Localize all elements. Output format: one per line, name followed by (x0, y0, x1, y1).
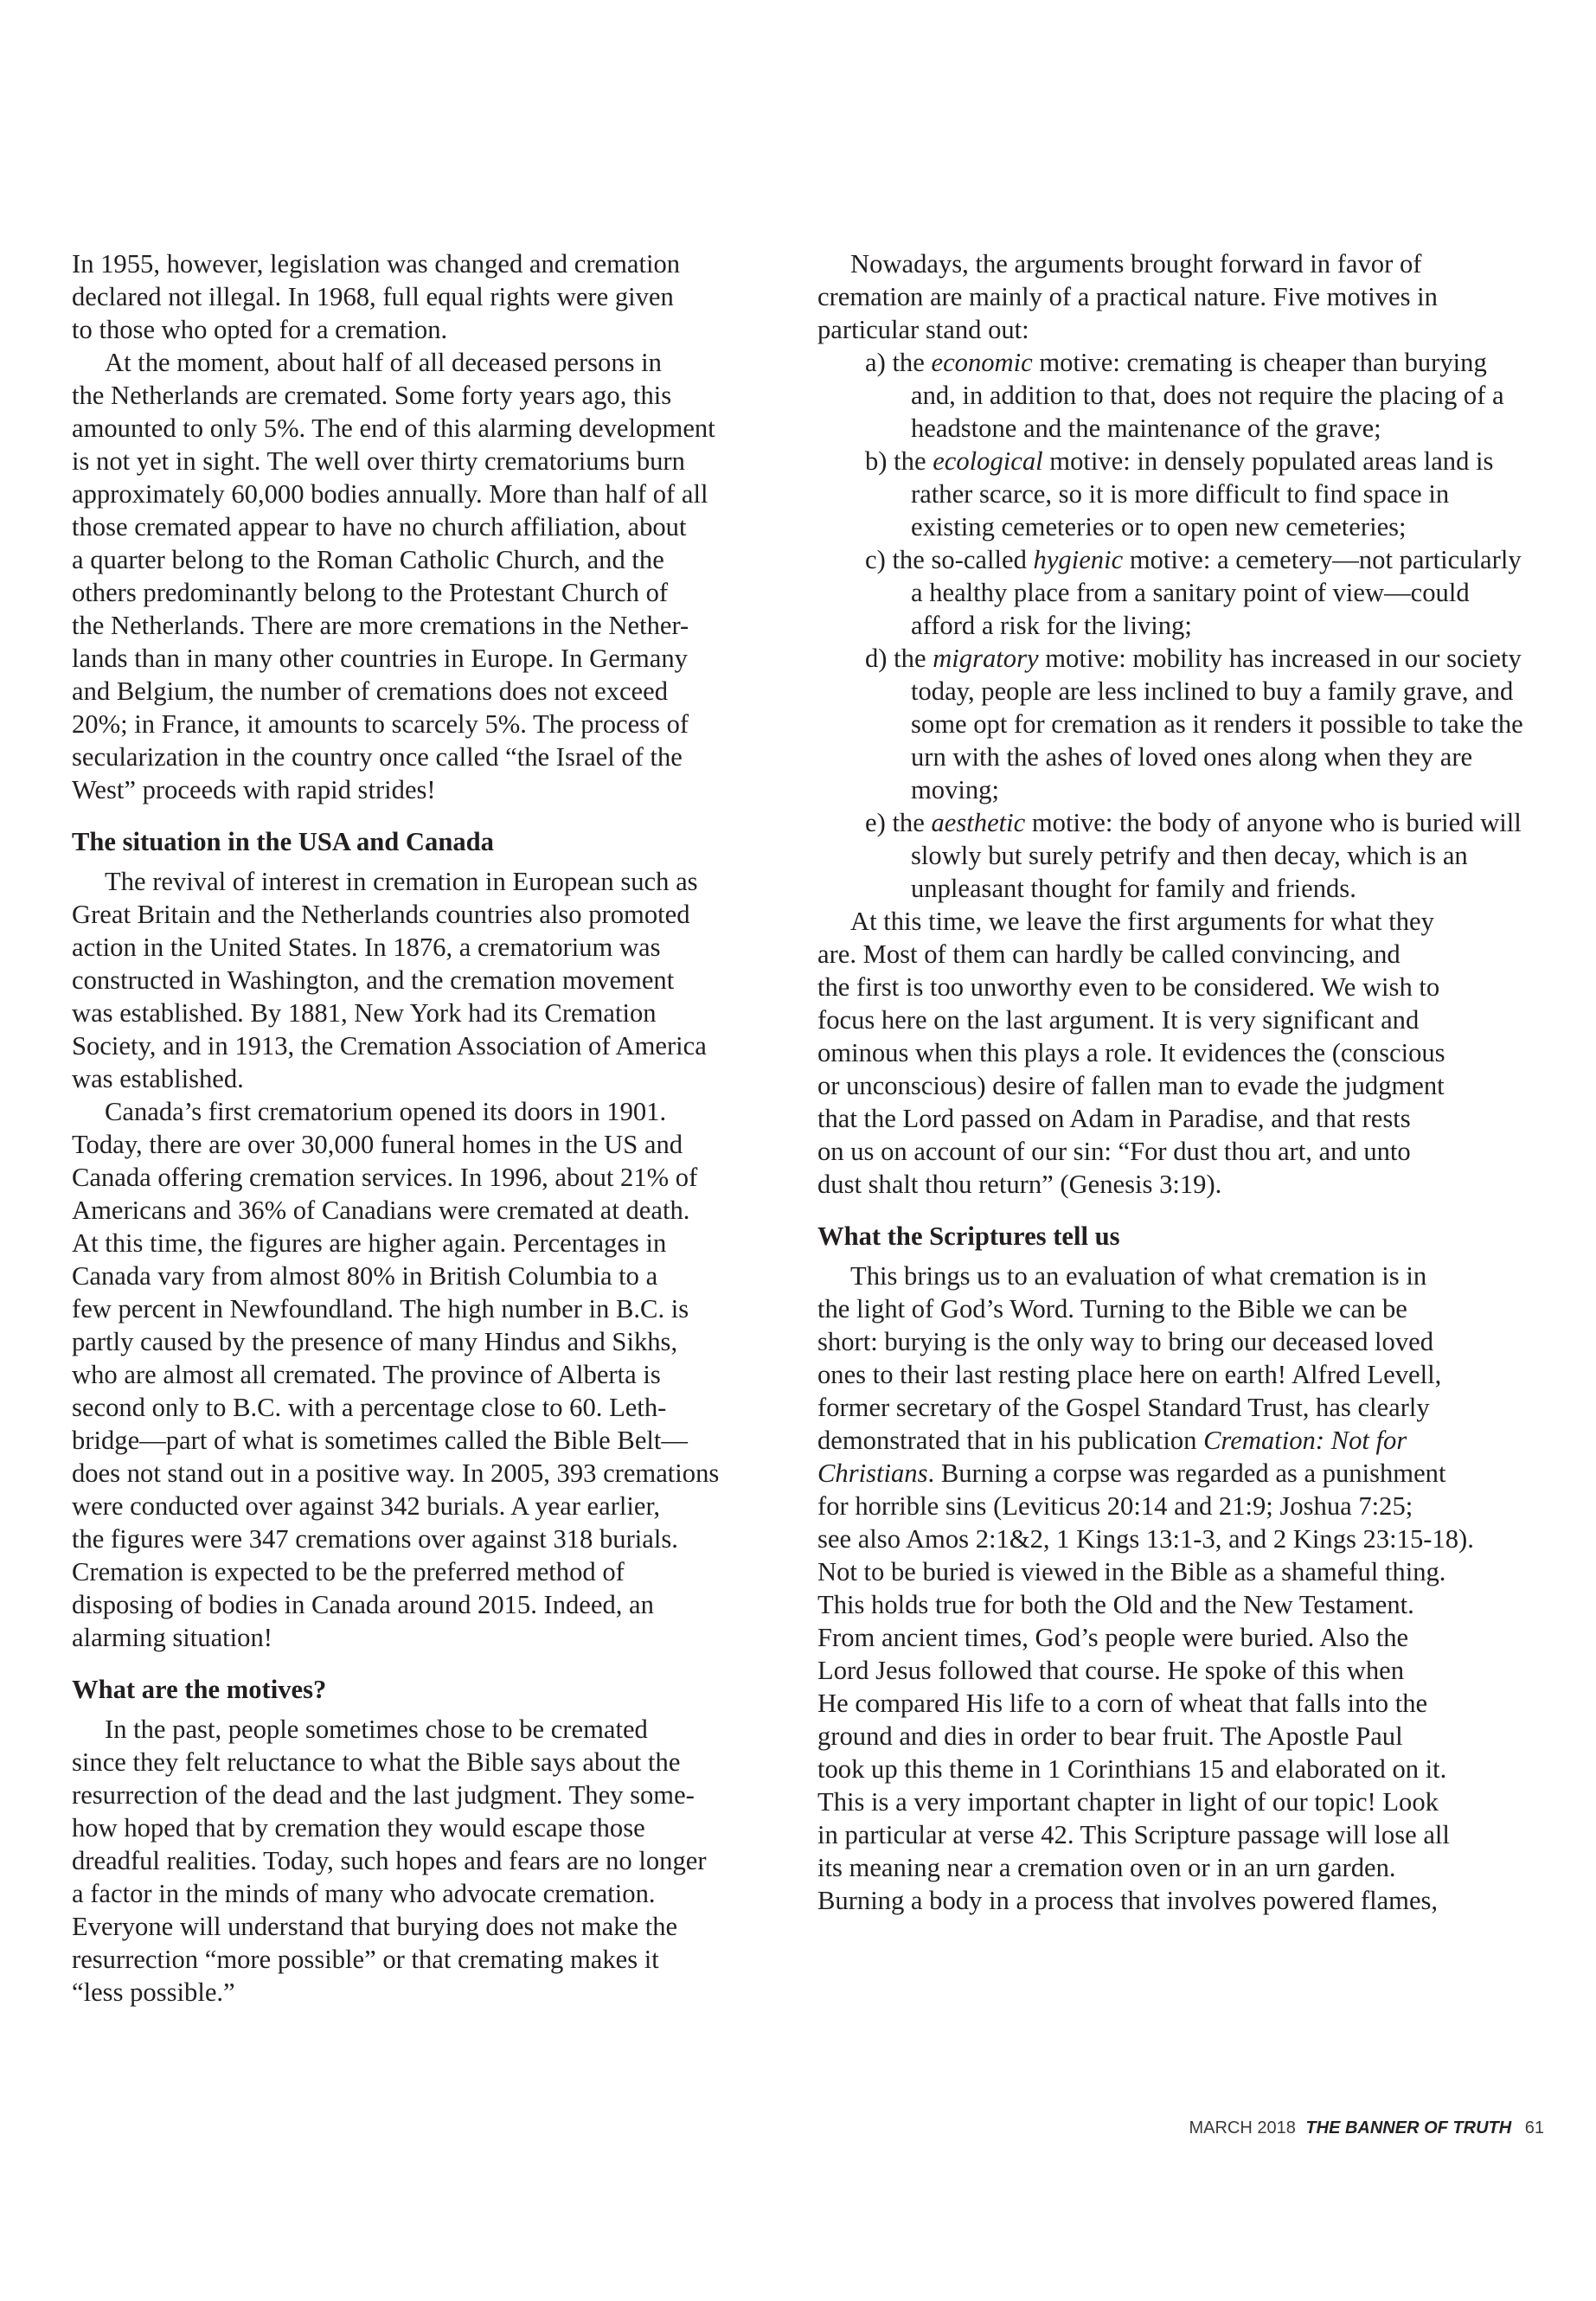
motive-term: migratory (933, 644, 1039, 673)
list-text: motive: in densely populated areas land is rather scarce, so it is more difficult to find space in existing cemeteries or to open new cemeteries; (911, 446, 1494, 542)
paragraph: In 1955, however, legislation was changed and cremation declared not illegal. In 1968, full equal rights were given to those who opted for a cremation. (72, 249, 681, 344)
motives-list (817, 346, 1535, 905)
list-item (817, 543, 1535, 642)
paragraph-text: . Burning a corpse was regarded as a punishment for horrible sins (Leviticus 20:14 and 21:9; Joshua 7:25; see also Amos 2:1&2, 1 Kings 13:1-3, and 2 Kings 23:15-18). Not to be buried is viewed in the Bible as a shameful thing. This holds true for both the Old and the New Testament. From ancient times, God’s people were buried. Also the Lord Jesus followed that course. He spoke of this when He compared His life to a corn of wheat that falls into the ground and dies in order to bear fruit. The Apostle Paul took up this theme in 1 Corinthians 15 and elaborated on it. This is a very important chapter in light of our topic! Look in particular at verse 42. This Scripture passage will lose all its meaning near a cremation oven or in an urn garden. Burning a body in a process that involves powered flames, (817, 1458, 1474, 1915)
book-title: Cremation: Not for Christians (817, 1426, 1407, 1488)
paragraph (817, 1259, 1535, 1917)
issue-date: MARCH 2018 (1189, 2118, 1296, 2138)
list-text: motive: a cemetery—not particularly a healthy place from a sanitary point of view—could afford a risk for the living; (911, 545, 1522, 640)
list-marker: e) (865, 808, 886, 837)
motive-term: ecological (933, 446, 1043, 476)
paragraph: At the moment, about half of all deceased persons in the Netherlands are cremated. Some forty years ago, this amounted to only 5%. The end of this alarming development is not yet in sight. The well over thirty crematoriums burn approximately 60,000 bodies annually. More than half of all those cremated appear to have no church affiliation, about a quarter belong to the Roman Catholic Church, and the others predominantly belong to the Protestant Church of the Netherlands. There are more cremations in the Nether- lands than in many other countries in Europe. In Germany and Belgium, the number of cremations does not exceed 20%; in France, it amounts to scarcely 5%. The process of secularization in the country once called “the Israel of the West” proceeds with rapid strides! (72, 348, 715, 804)
list-text: the (894, 644, 926, 673)
list-text: the so-called (892, 545, 1027, 574)
section-heading-scriptures: What the Scriptures tell us (817, 1221, 1120, 1251)
right-column (817, 247, 1535, 1917)
list-text: motive: mobility has increased in our society today, people are less inclined to buy a family grave, and some opt for cremation as it renders it possible to take the urn with the ashes of loved ones along when they are moving; (911, 644, 1523, 804)
left-column (72, 247, 790, 2009)
page-footer (1189, 2118, 1544, 2138)
publication-name: THE BANNER OF TRUTH (1305, 2118, 1512, 2138)
list-item (817, 346, 1535, 445)
paragraph: In the past, people sometimes chose to be cremated since they felt reluctance to what the Bible says about the resurrection of the dead and the last judgment. They some- how hoped that by cremation they would escape those dreadful realities. Today, such hopes and fears are no longer a factor in the minds of many who advocate cremation. Everyone will understand that burying does not make the resurrection “more possible” or that cremating makes it “less possible.” (72, 1715, 707, 2007)
motive-term: hygienic (1033, 545, 1124, 574)
list-marker: a) (865, 348, 886, 377)
motive-term: economic (931, 348, 1033, 377)
list-text: motive: cremating is cheaper than burying and, in addition to that, does not require the placing of a headstone and the maintenance of the grave; (911, 348, 1504, 443)
page-number: 61 (1524, 2118, 1544, 2138)
paragraph: At this time, we leave the first arguments for what they are. Most of them can hardly be called convincing, and the first is too unworthy even to be considered. We wish to focus here on the last argument. It is very significant and ominous when this plays a role. It evidences the (conscious or unconscious) desire of fallen man to evade the judgment that the Lord passed on Adam in Paradise, and that rests on us on account of our sin: “For dust thou art, and unto dust shalt thou return” (Genesis 3:19). (817, 907, 1445, 1199)
motive-term: aesthetic (931, 808, 1026, 837)
list-item (817, 445, 1535, 543)
list-text: the (892, 808, 925, 837)
list-marker: d) (865, 644, 888, 673)
paragraph: Canada’s first crematorium opened its doors in 1901. Today, there are over 30,000 funeral homes in the US and Canada offering cremation services. In 1996, about 21% of Americans and 36% of Canadians were cremated at death. At this time, the figures are higher again. Percentages in Canada vary from almost 80% in British Columbia to a few percent in Newfoundland. The high number in B.C. is partly caused by the presence of many Hindus and Sikhs, who are almost all cremated. The province of Alberta is second only to B.C. with a percentage close to 60. Leth- bridge—part of what is sometimes called the Bible Belt— does not stand out in a positive way. In 2005, 393 cremations were conducted over against 342 burials. A year earlier, the figures were 347 cremations over against 318 burials. Cremation is expected to be the preferred method of disposing of bodies in Canada around 2015. Indeed, an alarming situation! (72, 1097, 720, 1652)
list-marker: b) (865, 446, 888, 476)
section-heading-motives: What are the motives? (72, 1675, 327, 1704)
section-heading-usa-canada: The situation in the USA and Canada (72, 827, 494, 856)
list-item (817, 806, 1535, 905)
list-text: the (894, 446, 926, 476)
list-text: motive: the body of anyone who is buried will slowly but surely petrify and then decay, which is an unpleasant thought for family and friends. (911, 808, 1522, 903)
paragraph-text: This brings us to an evaluation of what cremation is in the light of God’s Word. Turning to the Bible we can be short: burying is the only way to bring our deceased loved ones to their last resting place here on earth! Alfred Levell, former secretary of the Gospel Standard Trust, has clearly demonstrated that in his publication (817, 1261, 1442, 1455)
list-text: the (892, 348, 925, 377)
list-item (817, 642, 1535, 806)
list-marker: c) (865, 545, 886, 574)
paragraph: Nowadays, the arguments brought forward in favor of cremation are mainly of a practical nature. Five motives in particular stand out: (817, 249, 1438, 344)
paragraph: The revival of interest in cremation in European such as Great Britain and the Netherlands countries also promoted action in the United States. In 1876, a crematorium was constructed in Washington, and the cremation movement was established. By 1881, New York had its Cremation Society, and in 1913, the Cremation Association of America was established. (72, 867, 707, 1093)
